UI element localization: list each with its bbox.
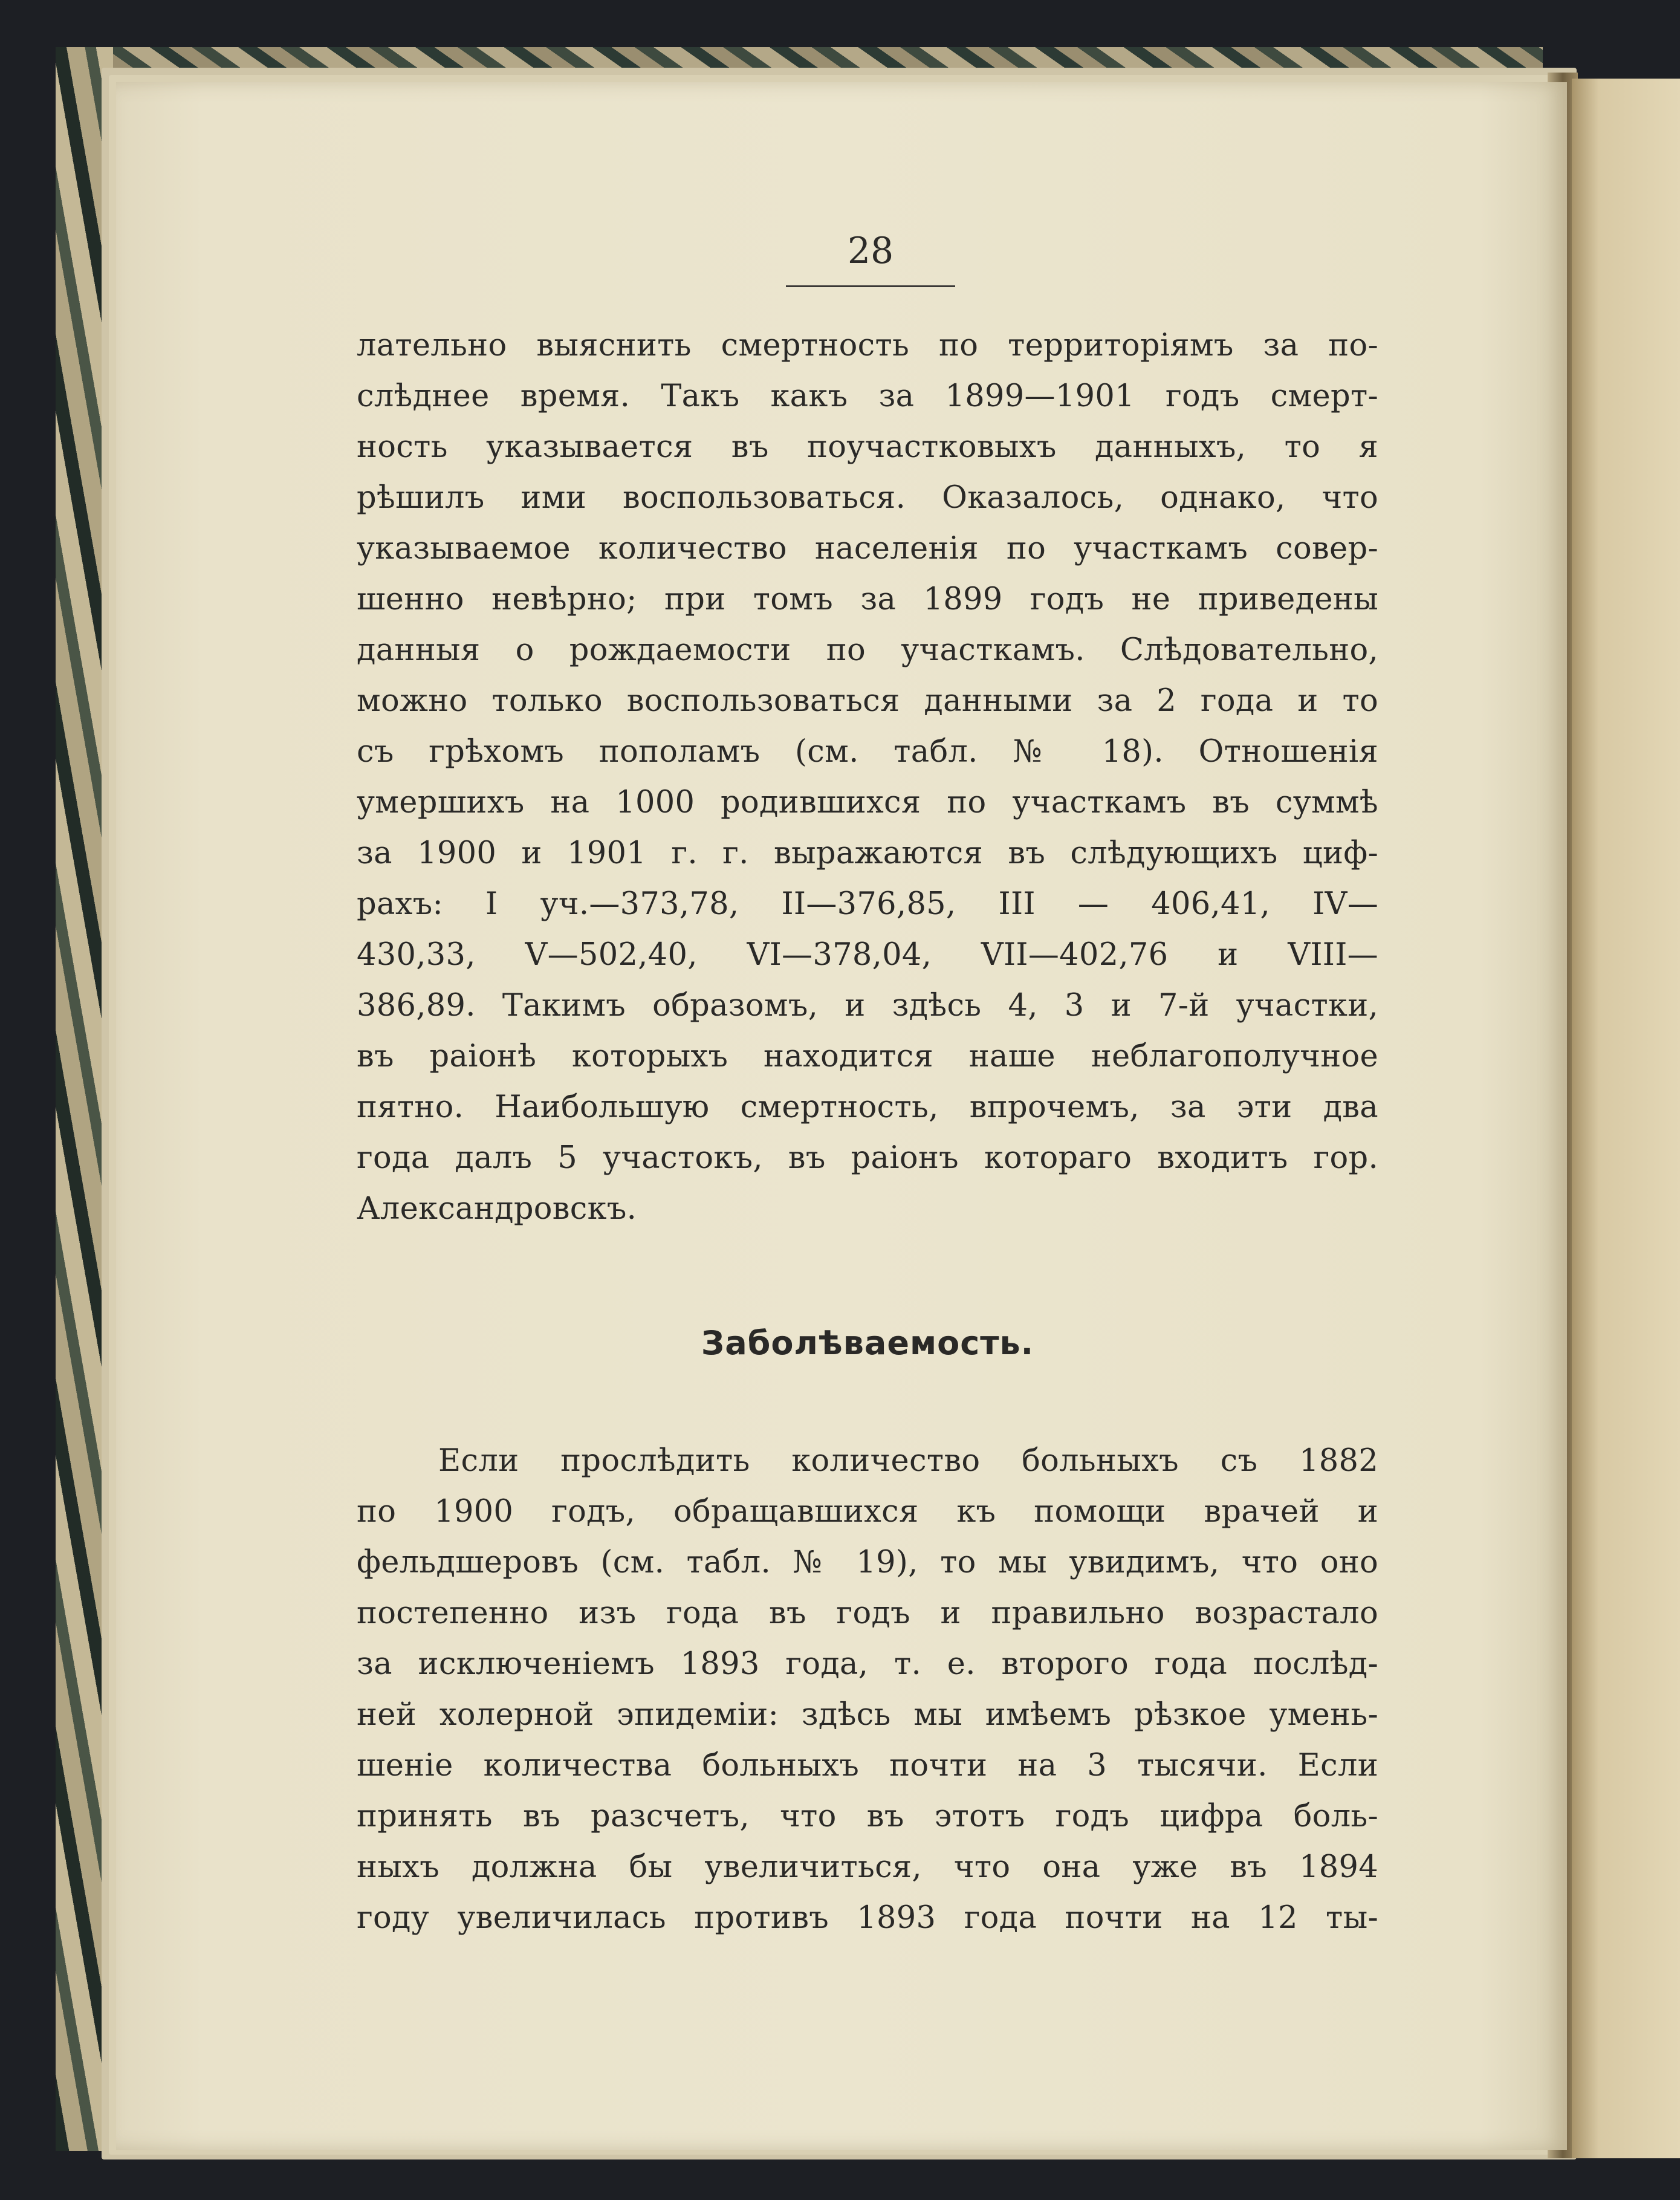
text-line: 386,89. Такимъ образомъ, и здѣсь 4, 3 и 7-й участки,	[357, 988, 1378, 1024]
text-line: за исключеніемъ 1893 года, т. е. второго года послѣд-	[357, 1646, 1378, 1682]
paragraph-morbidity	[357, 1436, 1378, 1944]
text-line: указываемое количество населенія по участкамъ совер-	[357, 531, 1378, 566]
text-line: рахъ: I уч.—373,78, II—376,85, III — 406,41, IV—	[357, 886, 1378, 922]
adjacent-page	[1572, 79, 1680, 2158]
text-line: года далъ 5 участокъ, въ раіонъ котораго входитъ гор.	[357, 1140, 1378, 1176]
text-line: Если прослѣдить количество больныхъ съ 1882	[438, 1443, 1378, 1479]
page-number-rule	[786, 285, 955, 287]
text-line: шеніе количества больныхъ почти на 3 тысячи. Если	[357, 1748, 1378, 1783]
text-line: 430,33, V—502,40, VI—378,04, VII—402,76 и VIII—	[357, 937, 1378, 973]
page-number: 28	[847, 230, 894, 272]
text-line: ность указывается въ поучастковыхъ данныхъ, то я	[357, 429, 1378, 465]
text-line: фельдшеровъ (см. табл. № 19), то мы увидимъ, что оно	[357, 1545, 1378, 1580]
text-line: рѣшилъ ими воспользоваться. Оказалось, однако, что	[357, 480, 1378, 516]
text-line: съ грѣхомъ пополамъ (см. табл. № 18). Отношенія	[357, 734, 1378, 770]
text-line: умершихъ на 1000 родившихся по участкамъ въ суммѣ	[357, 785, 1378, 820]
text-line: ныхъ должна бы увеличиться, что она уже въ 1894	[357, 1849, 1378, 1885]
section-heading: Заболѣваемость.	[701, 1324, 1034, 1362]
text-line: постепенно изъ года въ годъ и правильно возрастало	[357, 1595, 1378, 1631]
text-line: Александровскъ.	[357, 1191, 637, 1227]
text-line: по 1900 годъ, обращавшихся къ помощи врачей и	[357, 1494, 1378, 1530]
text-line: въ раіонѣ которыхъ находится наше неблагополучное	[357, 1039, 1378, 1074]
text-line: ней холерной эпидеміи: здѣсь мы имѣемъ рѣзкое умень-	[357, 1697, 1378, 1733]
paragraph-mortality	[357, 320, 1378, 1235]
text-line: году увеличилась противъ 1893 года почти на 12 ты-	[357, 1900, 1378, 1936]
text-line: шенно невѣрно; при томъ за 1899 годъ не приведены	[357, 582, 1378, 617]
text-line: пятно. Наибольшую смертность, впрочемъ, за эти два	[357, 1089, 1378, 1125]
text-line: данныя о рождаемости по участкамъ. Слѣдовательно,	[357, 632, 1378, 668]
text-line: за 1900 и 1901 г. г. выражаются въ слѣдующихъ циф-	[357, 836, 1378, 871]
text-line: лательно выяснить смертность по территоріямъ за по-	[357, 328, 1378, 363]
text-line: принять въ разсчетъ, что въ этотъ годъ цифра боль-	[357, 1799, 1378, 1834]
text-line: можно только воспользоваться данными за 2 года и то	[357, 683, 1378, 719]
text-line: слѣднее время. Такъ какъ за 1899—1901 годъ смерт-	[357, 378, 1378, 414]
